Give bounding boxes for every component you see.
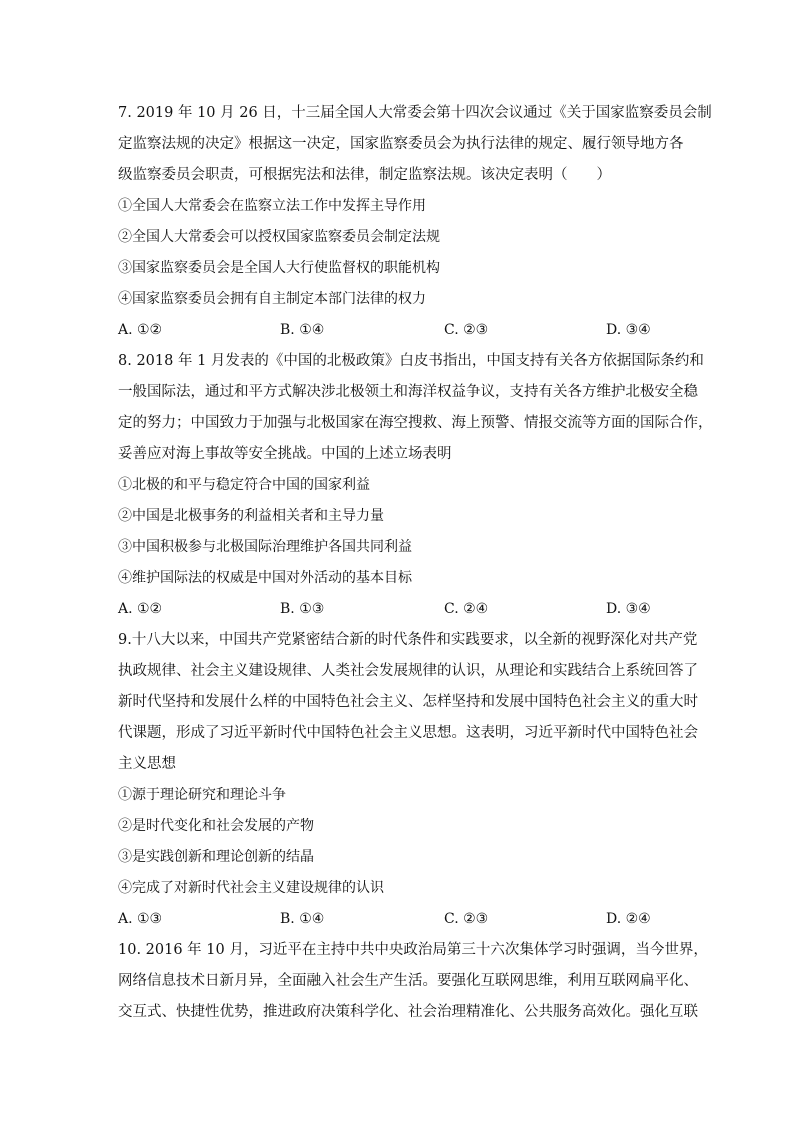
statement-option: ②中国是北极事务的利益相关者和主导力量 [118, 508, 384, 524]
question-stem-line: 新时代坚持和发展什么样的中国特色社会主义、怎样坚持和发展中国特色社会主义的重大时 [118, 694, 698, 710]
question-stem-line: 7. 2019 年 10 月 26 日，十三届全国人大常委会第十四次会议通过《关于国家监察委员会制 [118, 105, 712, 121]
answer-choices [118, 315, 678, 346]
question-7 [118, 98, 712, 346]
choice-d: D. ③④ [606, 322, 651, 338]
statement-option: ①源于理论研究和理论斗争 [118, 787, 286, 803]
choice-c: C. ②③ [444, 911, 489, 927]
statement-option: ①全国人大常委会在监察立法工作中发挥主导作用 [118, 198, 426, 214]
question-stem-line: 定监察法规的决定》根据这一决定，国家监察委员会为执行法律的规定、履行领导地方各 [118, 136, 684, 152]
answer-choices [118, 904, 678, 935]
answer-choices [118, 594, 678, 625]
question-stem-line: 执政规律、社会主义建设规律、人类社会发展规律的认识，从理论和实践结合上系统回答了 [118, 663, 698, 679]
statement-option: ②全国人大常委会可以授权国家监察委员会制定法规 [118, 229, 440, 245]
question-stem-line: 代课题，形成了习近平新时代中国特色社会主义思想。这表明，习近平新时代中国特色社会 [118, 725, 698, 741]
question-stem-line: 级监察委员会职责，可根据宪法和法律，制定监察法规。该决定表明（ ） [118, 167, 611, 183]
statement-option: ②是时代变化和社会发展的产物 [118, 818, 314, 834]
statement-option: ①北极的和平与稳定符合中国的国家利益 [118, 477, 370, 493]
question-stem-line: 妥善应对海上事故等安全挑战。中国的上述立场表明 [118, 446, 452, 462]
choice-a: A. ①③ [118, 911, 163, 927]
statement-option: ④国家监察委员会拥有自主制定本部门法律的权力 [118, 291, 426, 307]
choice-d: D. ②④ [606, 911, 651, 927]
question-stem-line: 9.十八大以来，中国共产党紧密结合新的时代条件和实践要求，以全新的视野深化对共产党 [118, 632, 698, 648]
choice-b: B. ①④ [280, 911, 325, 927]
choice-c: C. ②③ [444, 322, 489, 338]
question-stem-line: 8. 2018 年 1 月发表的《中国的北极政策》白皮书指出，中国支持有关各方依据国际条约和 [118, 353, 704, 369]
question-stem-line: 交互式、快捷性优势，推进政府决策科学化、社会治理精准化、公共服务高效化。强化互联 [118, 1004, 698, 1020]
choice-b: B. ①③ [280, 601, 325, 617]
question-stem-line: 定的努力；中国致力于加强与北极国家在海空搜救、海上预警、情报交流等方面的国际合作， [118, 415, 713, 431]
question-10 [118, 935, 708, 1028]
statement-option: ③中国积极参与北极国际治理维护各国共同利益 [118, 539, 412, 555]
choice-a: A. ①② [118, 322, 163, 338]
choice-b: B. ①④ [280, 322, 325, 338]
choice-a: A. ①② [118, 601, 163, 617]
statement-option: ③是实践创新和理论创新的结晶 [118, 849, 314, 865]
question-9 [118, 625, 698, 935]
question-stem-line: 一般国际法，通过和平方式解决涉北极领土和海洋权益争议，支持有关各方维护北极安全稳 [118, 384, 698, 400]
statement-option: ④完成了对新时代社会主义建设规律的认识 [118, 880, 384, 896]
question-stem-line: 网络信息技术日新月异，全面融入社会生产生活。要强化互联网思维，利用互联网扁平化、 [118, 973, 698, 989]
question-8 [118, 346, 713, 625]
exam-page [118, 98, 713, 1028]
question-stem-line: 主义思想 [118, 756, 176, 772]
choice-c: C. ②④ [444, 601, 489, 617]
question-stem-line: 10. 2016 年 10 月，习近平在主持中共中央政治局第三十六次集体学习时强调，当今世界， [118, 942, 708, 958]
statement-option: ④维护国际法的权威是中国对外活动的基本目标 [118, 570, 412, 586]
statement-option: ③国家监察委员会是全国人大行使监督权的职能机构 [118, 260, 440, 276]
choice-d: D. ③④ [606, 601, 651, 617]
